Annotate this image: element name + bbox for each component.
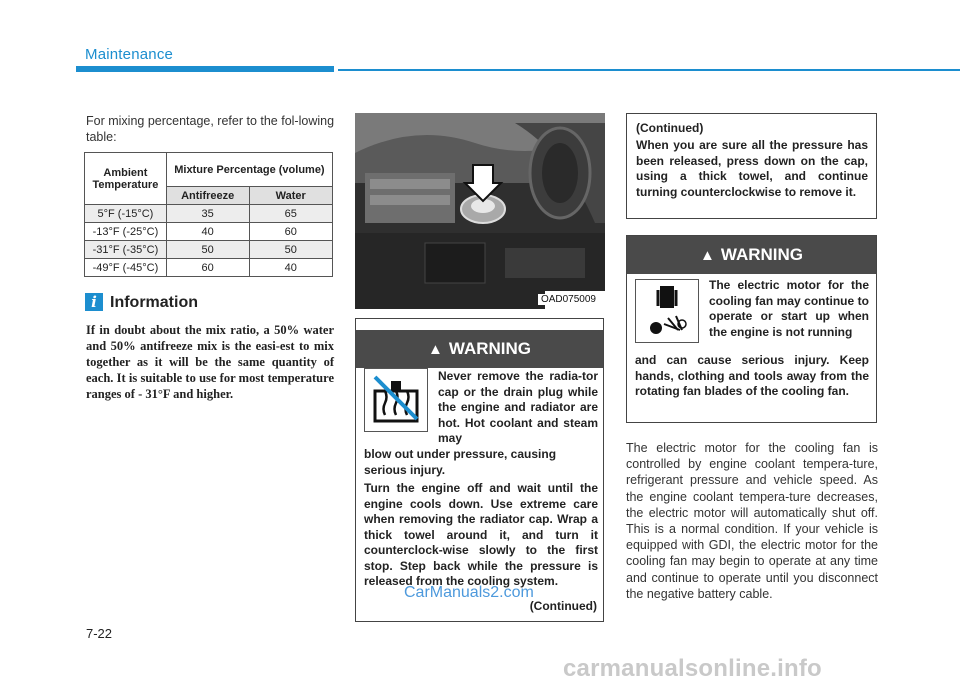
table-row (85, 241, 333, 259)
engine-illustration (355, 113, 605, 309)
col-water: Water (249, 187, 332, 205)
fan-hand-pictogram-icon (635, 279, 699, 343)
warning-triangle-icon: ▲ (427, 341, 443, 358)
section-title: Maintenance (85, 46, 174, 63)
cell-antifreeze: 40 (166, 223, 249, 241)
page-number: 7-22 (86, 626, 113, 641)
cell-temp: -49°F (-45°C) (85, 259, 167, 277)
warning-text-part2: Turn the engine off and wait until the engine cools down. Use extreme care when removing the radiator cap. Wrap a thick towel around it, and turn it counterclock-wise slowly to the first stop. Step back while the pressure is released from the cooling system. (364, 481, 598, 588)
info-title: Information (110, 294, 198, 311)
col-antifreeze: Antifreeze (166, 187, 249, 205)
cell-temp: -13°F (-25°C) (85, 223, 167, 241)
warning-radiator-box (355, 318, 604, 622)
continued-text: When you are sure all the pressure has been released, press down on the cap, using a thick towel, and continue turning counterclockwise to remove it. (636, 138, 868, 199)
continued-label: (Continued) (636, 121, 704, 135)
table-row (85, 259, 333, 277)
hot-coolant-pictogram-icon (364, 368, 428, 432)
cell-antifreeze: 60 (166, 259, 249, 277)
col-mixture: Mixture Percentage (volume) (166, 153, 332, 187)
table-row (85, 205, 333, 223)
warning-text-part1: blow out under pressure, causing serious injury. (364, 447, 557, 477)
watermark-grey: carmanualsonline.info (563, 655, 822, 682)
warning2-text-side: The electric motor for the cooling fan may continue to operate or start up when the engine is not running (709, 278, 869, 339)
intro-text: For mixing percentage, refer to the fol-lowing table: (86, 114, 335, 144)
warning-heading: WARNING (448, 339, 532, 358)
warning-fan-box (626, 235, 877, 423)
photo-code: OAD075009 (538, 294, 599, 305)
fan-motor-paragraph: The electric motor for the cooling fan is controlled by engine coolant tempera-ture, refrigerant pressure and vehicle speed. As the engine coolant tempera-ture decreases, the electric motor will automatically shut off. This is a normal condition. If your vehicle is equipped with GDI, the electric motor for the cooling fan may begin to operate at any time and continue to operate until you disconnect the negative battery cable. (626, 441, 878, 601)
watermark-blue: CarManuals2.com (404, 584, 534, 601)
header-rule-thick (76, 66, 334, 72)
cell-antifreeze: 35 (166, 205, 249, 223)
warning-heading: WARNING (720, 245, 804, 264)
warning-header (627, 236, 876, 274)
info-body: If in doubt about the mix ratio, a 50% water and 50% antifreeze mix is the easi-est to mix together as it will be the same quantity of each. It is suitable to use for most temperature ranges of - 31°F and higher. (86, 323, 334, 401)
table-row (85, 223, 333, 241)
cell-temp: -31°F (-35°C) (85, 241, 167, 259)
warning2-text-full: and can cause serious injury. Keep hands, clothing and tools away from the rotating fan blades of the cooling fan. (635, 353, 869, 398)
cell-water: 40 (249, 259, 332, 277)
warning-header (356, 330, 603, 368)
info-icon: i (85, 293, 103, 311)
warning-text-side: Never remove the radia-tor cap or the drain plug while the engine and radiator are hot. Hot coolant and steam may (438, 369, 598, 445)
warning-triangle-icon: ▲ (699, 247, 715, 264)
engine-photo (355, 113, 605, 309)
continued-box (626, 113, 877, 219)
cell-antifreeze: 50 (166, 241, 249, 259)
cell-temp: 5°F (-15°C) (85, 205, 167, 223)
col-ambient: Ambient Temperature (85, 153, 167, 205)
cell-water: 65 (249, 205, 332, 223)
cell-water: 50 (249, 241, 332, 259)
header-rule-thin (338, 69, 960, 71)
cell-water: 60 (249, 223, 332, 241)
mixture-table (84, 152, 333, 277)
warning-continued: (Continued) (529, 599, 597, 613)
